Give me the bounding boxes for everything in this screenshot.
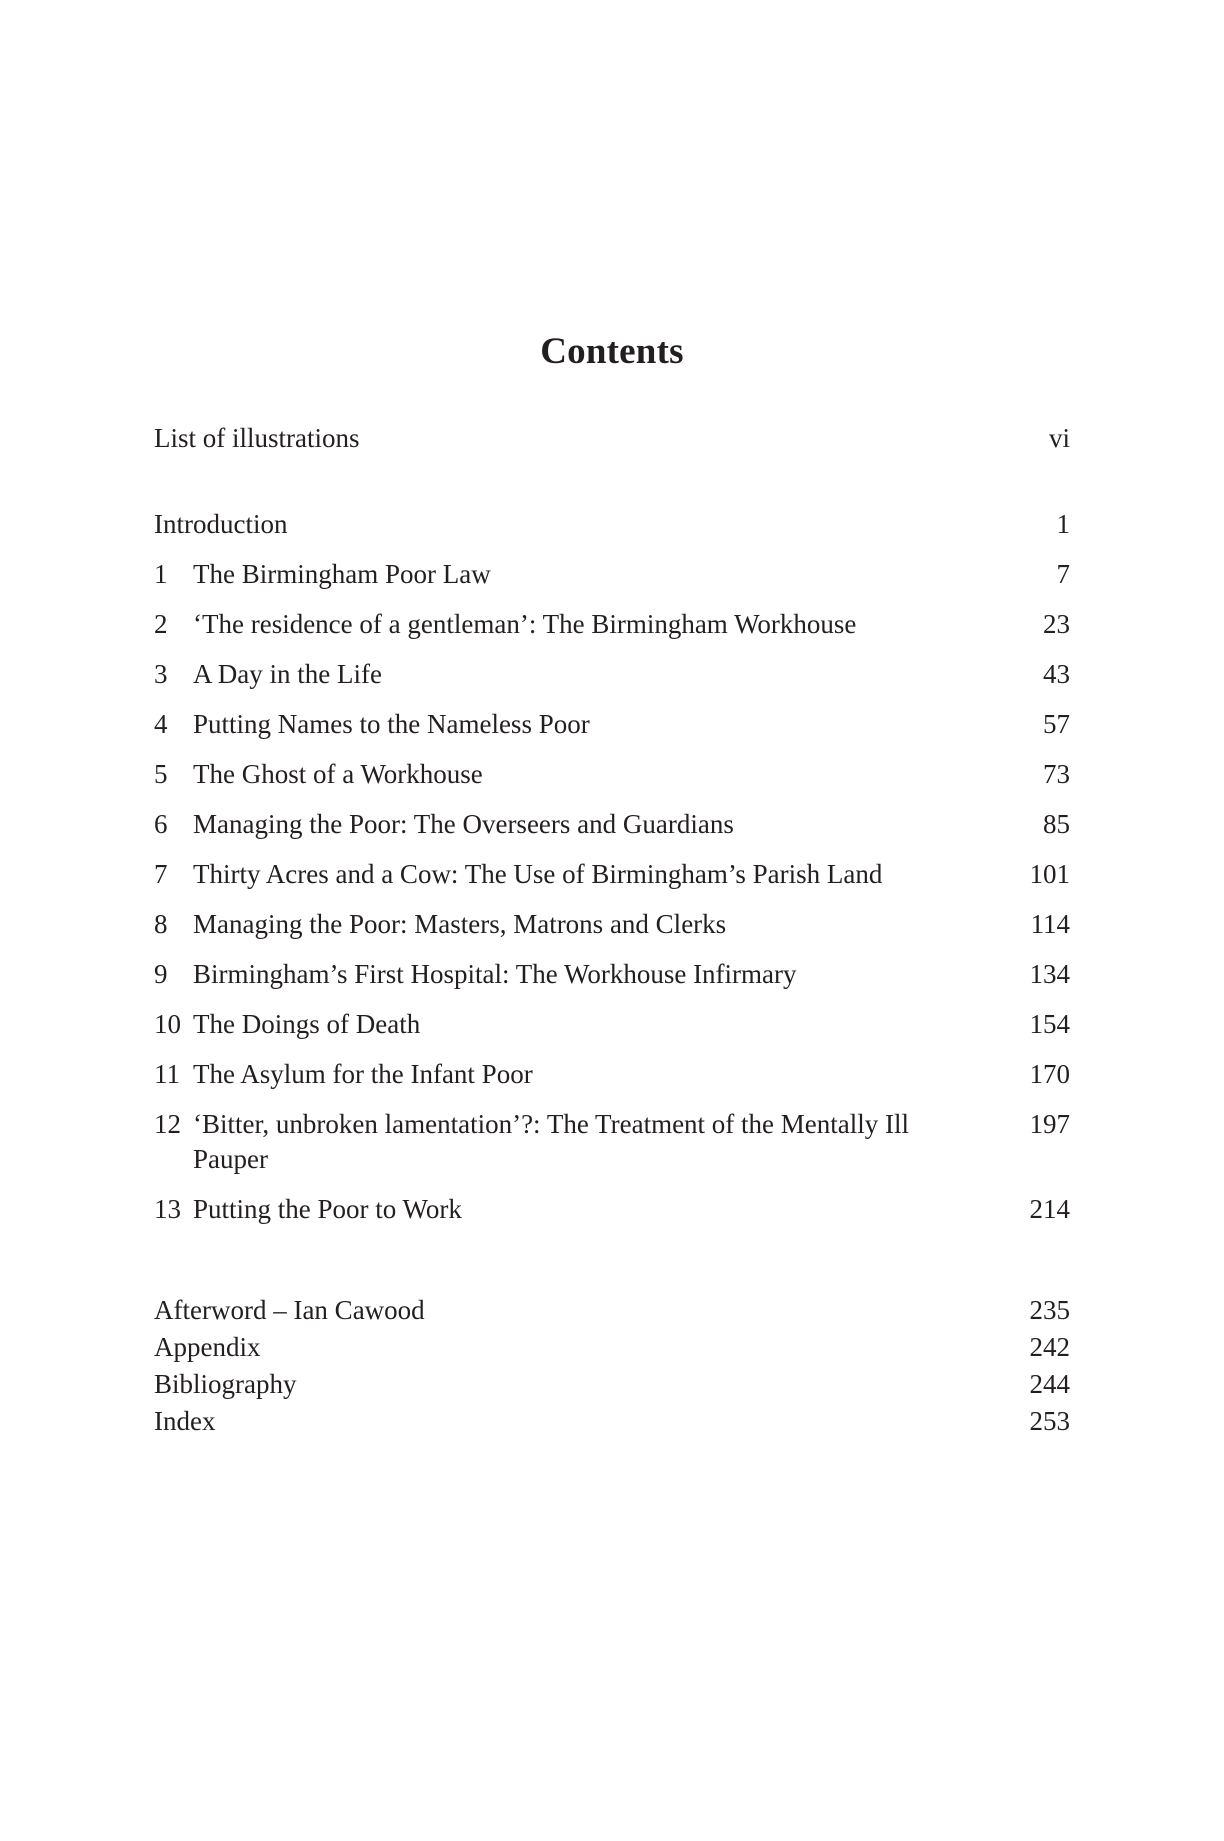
toc-entry-label: Afterword – Ian Cawood bbox=[154, 1295, 425, 1325]
toc-entry-list-of-illustrations bbox=[154, 421, 1070, 456]
chapter-title: Thirty Acres and a Cow: The Use of Birmingham’s Parish Land bbox=[193, 859, 883, 889]
toc-entry-label: Index bbox=[154, 1406, 216, 1436]
chapter-page: 170 bbox=[1029, 1059, 1070, 1089]
toc-entry-appendix bbox=[154, 1330, 1070, 1365]
chapter-title: Managing the Poor: Masters, Matrons and Clerks bbox=[193, 909, 727, 939]
chapter-page: 43 bbox=[1043, 659, 1070, 689]
toc-entry-afterword bbox=[154, 1293, 1070, 1328]
toc-entry-page: 1 bbox=[1056, 509, 1070, 539]
chapter-title: The Asylum for the Infant Poor bbox=[193, 1059, 533, 1089]
toc-entry-introduction bbox=[154, 507, 1070, 542]
chapter-page: 7 bbox=[1056, 559, 1070, 589]
toc-entry-chapter-9 bbox=[154, 957, 1070, 992]
toc-entry-chapter-7 bbox=[154, 857, 1070, 892]
chapter-page: 57 bbox=[1043, 709, 1070, 739]
toc-entry-chapter-2 bbox=[154, 607, 1070, 642]
chapter-title: Putting the Poor to Work bbox=[193, 1194, 462, 1224]
toc-entry-label: Appendix bbox=[154, 1332, 261, 1362]
toc-entry-page: 253 bbox=[1029, 1406, 1070, 1436]
toc-entry-chapter-12 bbox=[154, 1107, 1070, 1177]
toc-entry-chapter-3 bbox=[154, 657, 1070, 692]
chapter-number: 3 bbox=[154, 659, 168, 689]
chapter-page: 134 bbox=[1029, 959, 1070, 989]
chapter-title: The Doings of Death bbox=[193, 1009, 421, 1039]
chapter-page: 101 bbox=[1029, 859, 1070, 889]
chapter-number: 1 bbox=[154, 559, 168, 589]
toc-entry-chapter-6 bbox=[154, 807, 1070, 842]
chapter-number: 8 bbox=[154, 909, 168, 939]
toc-entry-page: 235 bbox=[1029, 1295, 1070, 1325]
toc-entry-bibliography bbox=[154, 1367, 1070, 1402]
toc-entry-label: Bibliography bbox=[154, 1369, 297, 1399]
toc-entry-chapter-13 bbox=[154, 1192, 1070, 1227]
chapter-page: 23 bbox=[1043, 609, 1070, 639]
chapter-page: 73 bbox=[1043, 759, 1070, 789]
chapter-page: 85 bbox=[1043, 809, 1070, 839]
toc-entry-page: vi bbox=[1048, 423, 1070, 453]
chapter-title: The Birmingham Poor Law bbox=[193, 559, 491, 589]
chapter-page: 197 bbox=[1029, 1109, 1070, 1139]
chapter-page: 154 bbox=[1029, 1009, 1070, 1039]
toc-entry-chapter-1 bbox=[154, 557, 1070, 592]
toc-entry-chapter-5 bbox=[154, 757, 1070, 792]
chapter-title: A Day in the Life bbox=[193, 659, 382, 689]
chapter-number: 2 bbox=[154, 609, 168, 639]
chapter-title: ‘Bitter, unbroken lamentation’?: The Treatment of the Mentally Ill Pauper bbox=[193, 1109, 910, 1174]
toc-entry-chapter-4 bbox=[154, 707, 1070, 742]
chapter-number: 12 bbox=[154, 1109, 181, 1139]
chapter-number: 6 bbox=[154, 809, 168, 839]
chapter-number: 9 bbox=[154, 959, 168, 989]
page-title: Contents bbox=[540, 331, 684, 372]
chapter-title: ‘The residence of a gentleman’: The Birmingham Workhouse bbox=[193, 609, 857, 639]
toc-entry-page: 242 bbox=[1029, 1332, 1070, 1362]
toc-entry-label: List of illustrations bbox=[154, 423, 360, 453]
chapter-title: Putting Names to the Nameless Poor bbox=[193, 709, 590, 739]
chapter-title: Birmingham’s First Hospital: The Workhouse Infirmary bbox=[193, 959, 797, 989]
chapter-title: The Ghost of a Workhouse bbox=[193, 759, 483, 789]
chapter-number: 11 bbox=[154, 1059, 180, 1089]
toc-entry-chapter-10 bbox=[154, 1007, 1070, 1042]
toc-entry-page: 244 bbox=[1029, 1369, 1070, 1399]
chapter-page: 214 bbox=[1029, 1194, 1070, 1224]
chapter-number: 5 bbox=[154, 759, 168, 789]
chapter-number: 10 bbox=[154, 1009, 181, 1039]
chapter-number: 13 bbox=[154, 1194, 181, 1224]
chapter-title: Managing the Poor: The Overseers and Guardians bbox=[193, 809, 734, 839]
toc-entry-index bbox=[154, 1404, 1070, 1439]
chapter-number: 7 bbox=[154, 859, 168, 889]
chapter-page: 114 bbox=[1030, 909, 1070, 939]
toc-entry-chapter-11 bbox=[154, 1057, 1070, 1092]
chapter-number: 4 bbox=[154, 709, 168, 739]
toc-entry-label: Introduction bbox=[154, 509, 288, 539]
toc-entry-chapter-8 bbox=[154, 907, 1070, 942]
